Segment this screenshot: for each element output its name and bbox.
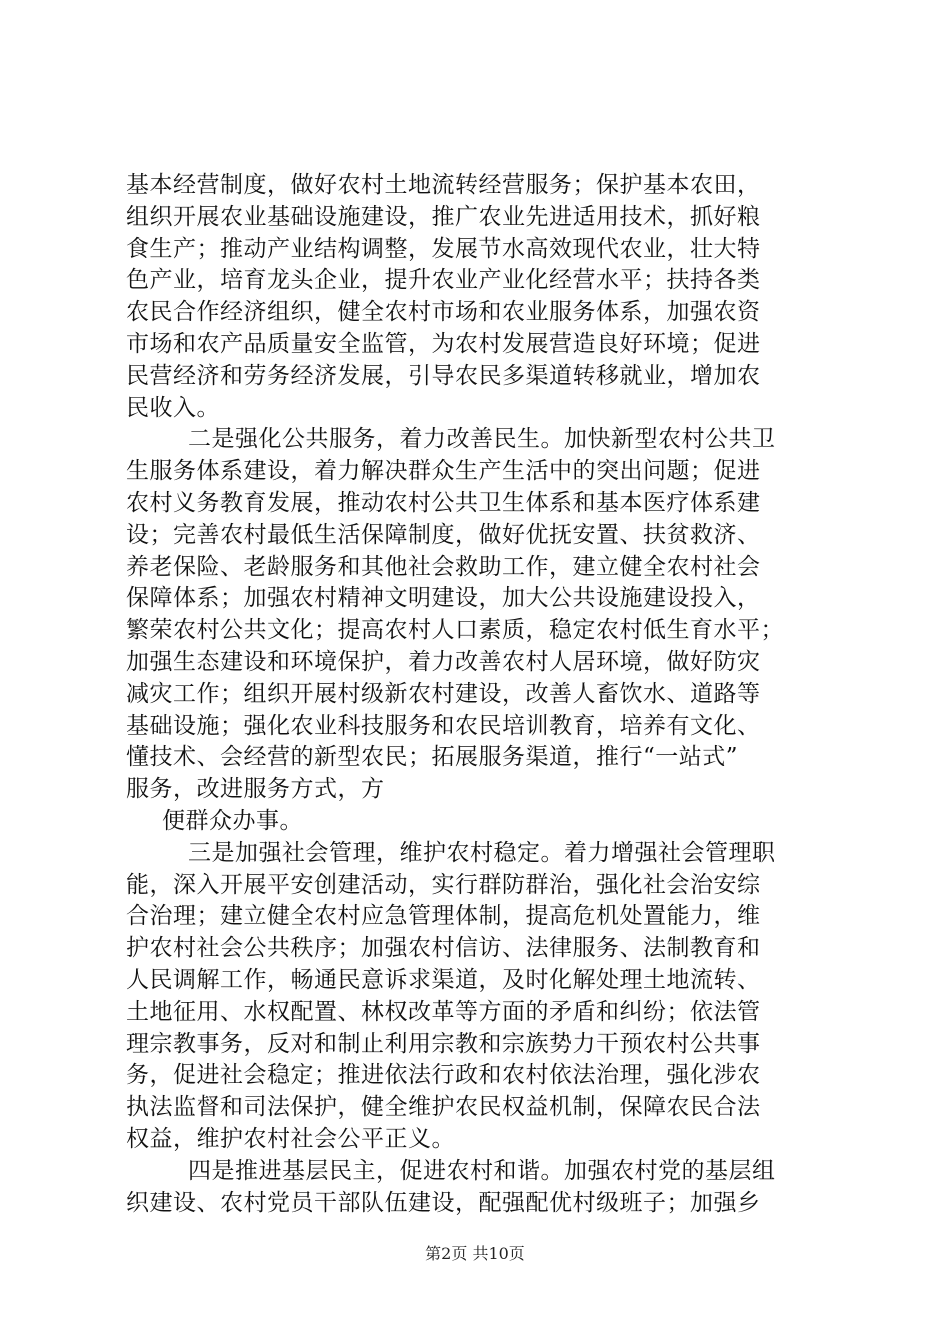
text-line: 色产业，培育龙头企业，提升农业产业化经营水平；扶持各类 xyxy=(126,267,761,294)
paragraph-start-line: 便群众办事。 xyxy=(162,807,303,834)
text-line: 食生产；推动产业结构调整，发展节水高效现代农业，壮大特 xyxy=(126,235,761,262)
text-line: 理宗教事务，反对和制止利用宗教和宗族势力干预农村公共事 xyxy=(126,1030,761,1057)
document-body xyxy=(126,170,846,1219)
text-line: 执法监督和司法保护，健全维护农民权益机制，保障农民合法 xyxy=(126,1094,761,1121)
text-line: 务，促进社会稳定；推进依法行政和农村依法治理，强化涉农 xyxy=(126,1062,761,1089)
text-line: 民营经济和劳务经济发展，引导农民多渠道转移就业，增加农 xyxy=(126,362,761,389)
text-line: 生服务体系建设，着力解决群众生产生活中的突出问题；促进 xyxy=(126,458,761,485)
text-line: 服务，改进服务方式，方 xyxy=(126,776,385,803)
text-line: 能，深入开展平安创建活动，实行群防群治，强化社会治安综 xyxy=(126,871,761,898)
text-line: 护农村社会公共秩序；加强农村信访、法律服务、法制教育和 xyxy=(126,935,761,962)
text-line: 农民合作经济组织，健全农村市场和农业服务体系，加强农资 xyxy=(126,299,761,326)
text-line: 加强生态建设和环境保护，着力改善农村人居环境，做好防灾 xyxy=(126,648,761,675)
paragraph-start-line: 四是推进基层民主，促进农村和谐。加强农村党的基层组 xyxy=(188,1157,776,1184)
text-line: 民收入。 xyxy=(126,394,220,421)
text-line: 土地征用、水权配置、林权改革等方面的矛盾和纠纷；依法管 xyxy=(126,998,761,1025)
text-line: 繁荣农村公共文化；提高农村人口素质，稳定农村低生育水平； xyxy=(126,617,784,644)
text-line: 懂技术、会经营的新型农民；拓展服务渠道，推行“一站式” xyxy=(126,744,739,771)
text-line: 权益，维护农村社会公平正义。 xyxy=(126,1125,455,1152)
text-line: 人民调解工作，畅通民意诉求渠道，及时化解处理土地流转、 xyxy=(126,966,761,993)
text-line: 保障体系；加强农村精神文明建设，加大公共设施建设投入， xyxy=(126,585,761,612)
text-line: 基本经营制度，做好农村土地流转经营服务；保护基本农田， xyxy=(126,172,761,198)
text-line: 合治理；建立健全农村应急管理体制，提高危机处置能力，维 xyxy=(126,903,761,930)
text-line: 减灾工作；组织开展村级新农村建设，改善人畜饮水、道路等 xyxy=(126,680,761,707)
text-line: 农村义务教育发展，推动农村公共卫生体系和基本医疗体系建 xyxy=(126,489,761,516)
text-line: 基础设施；强化农业科技服务和农民培训教育，培养有文化、 xyxy=(126,712,761,739)
text-line: 市场和农产品质量安全监管，为农村发展营造良好环境；促进 xyxy=(126,330,761,357)
text-line: 组织开展农业基础设施建设，推广农业先进适用技术，抓好粮 xyxy=(126,203,761,230)
text-line: 织建设、农村党员干部队伍建设，配强配优村级班子；加强乡 xyxy=(126,1189,761,1216)
text-line: 养老保险、老龄服务和其他社会救助工作，建立健全农村社会 xyxy=(126,553,761,580)
page-number-footer: 第2页 共10页 xyxy=(425,1244,525,1263)
paragraph-start-line: 三是加强社会管理，维护农村稳定。着力增强社会管理职 xyxy=(188,839,776,866)
paragraph-start-line: 二是强化公共服务，着力改善民生。加快新型农村公共卫 xyxy=(188,426,776,453)
text-line: 设；完善农村最低生活保障制度，做好优抚安置、扶贫救济、 xyxy=(126,521,761,548)
